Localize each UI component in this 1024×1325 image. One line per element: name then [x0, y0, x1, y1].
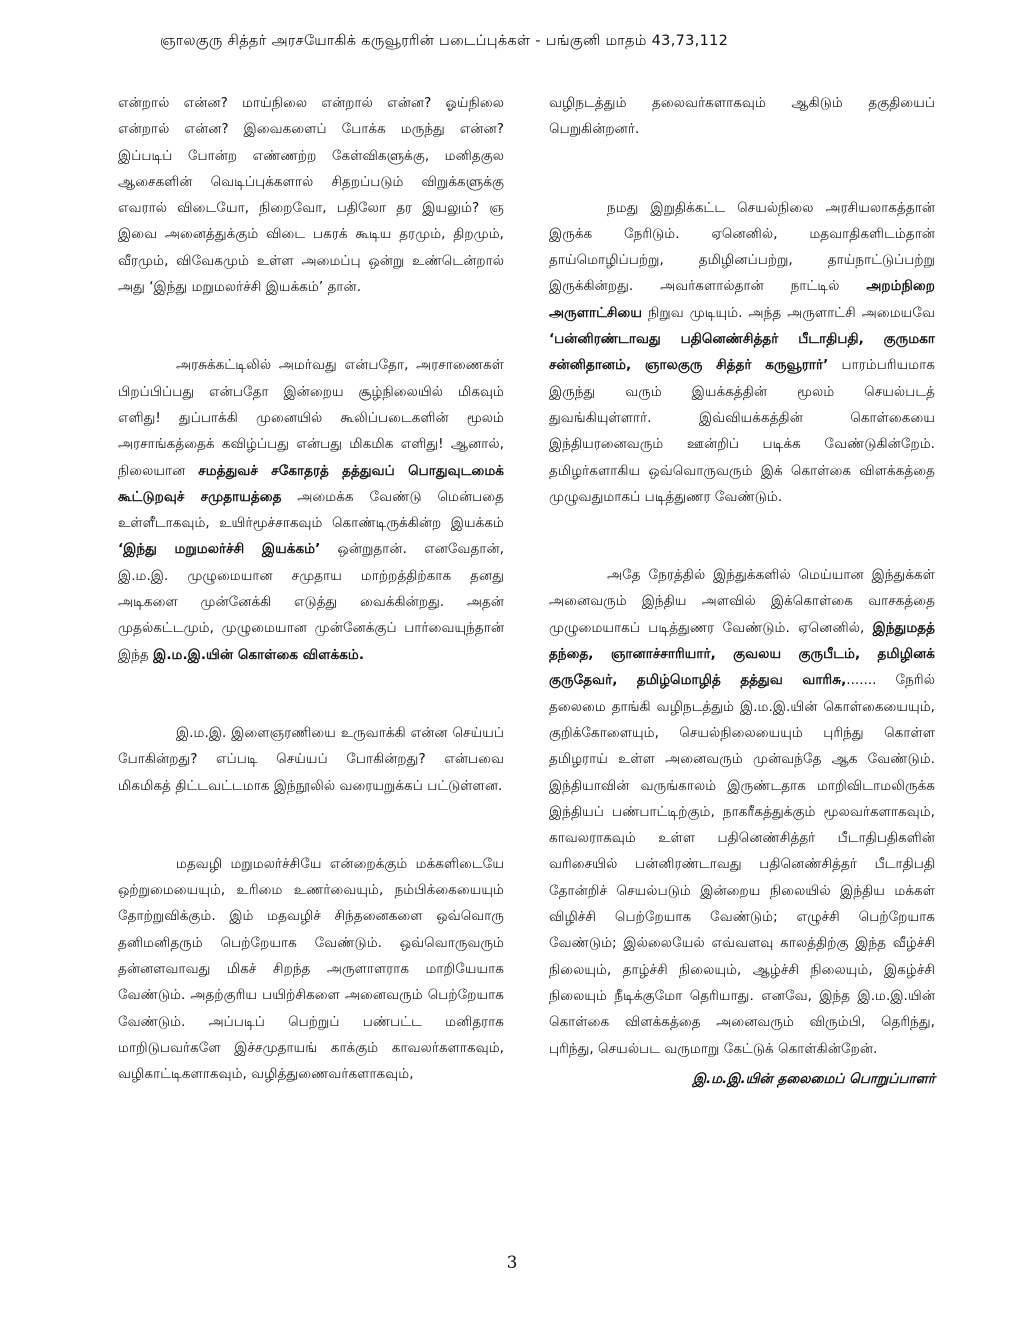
running-header: ஞாலகுரு சித்தர் அரசயோகிக் கருவூரரின் படைப்புக்கள் - பங்குனி மாதம் 43,73,112 [160, 33, 729, 49]
left-column [118, 90, 504, 1088]
paragraph [549, 562, 935, 1062]
bold-text: இ.ம.இ.யின் கொள்கை விளக்கம். [153, 646, 365, 663]
paragraph: என்றால் என்ன? மாய்நிலை என்றால் என்ன? ஓய்நிலை என்றால் என்ன? இவைகளைப் போக்க மருந்து என்ன? இப்படிப் போன்ற எண்ணற்ற கேள்விகளுக்கு, மனிதகுல ஆசைகளின் வெடிப்புக்களால் சிதறப்படும் விறுக்களுக்கு எவரால் விடையோ, நிறைவோ, பதிலோ தர இயலும்? ஞ இவை அனைத்துக்கும் விடை பகரக் கூடிய தரமும், திறமும், வீரமும், விவேகமும் உள்ள அமைப்பு ஒன்று உண்டென்றால் அது ‘இந்து மறுமலர்ச்சி இயக்கம்’ தான். [118, 95, 504, 296]
paragraph: இ.ம.இ. இளைஞரணியை உருவாக்கி என்ன செய்யப் போகின்றது? எப்படி செய்யப் போகின்றது? என்பவை மிகமிகத் திட்டவட்டமாக இந்நூலில் வரையறுக்கப் பட்டுள்ளன. [118, 724, 504, 794]
bold-text: சமத்துவச் சகோதரத் தத்துவப் பொதுவுடமைக் கூட்டுறவுச் சமுதாயத்தை [118, 462, 504, 505]
paragraph [549, 195, 935, 511]
bold-text: ‘பன்னிரண்டாவது பதினெண்சித்தர் பீடாதிபதி, குருமகா சன்னிதானம், ஞாலகுரு சித்தர் கருவூரார்’ [549, 331, 935, 374]
text-run: அமைக்க வேண்டு மென்பதை உள்ளீடாகவும், உயிர்மூச்சாகவும் கொண்டிருக்கின்ற இயக்கம் [118, 488, 504, 532]
bold-text: ‘இந்து மறுமலர்ச்சி இயக்கம்’ [118, 541, 321, 558]
paragraph [118, 352, 504, 668]
paragraph: மதவழி மறுமலர்ச்சியே என்றைக்கும் மக்களிடையே ஒற்றுமையையும், உரிமை உணர்வையும், நம்பிக்கையையும் தோற்றுவிக்கும். இம் மதவழிச் சிந்தனைகளை ஒவ்வொரு தனிமனிதரும் பெற்றேயாக வேண்டும். ஒவ்வொருவரும் தன்னளவாவது மிகச் சிறந்த அருளாளராக மாறியேயாக வேண்டும். அதற்குரிய பயிற்சிகளை அனைவரும் பெற்றேயாக வேண்டும். அப்படிப் பெற்றுப் பண்பட்ட மனிதராக மாறிடுபவர்களே இச்சமுதாயங் காக்கும் காவலர்களாகவும், வழிகாட்டிகளாகவும், வழித்துணைவர்களாகவும், [118, 855, 504, 1083]
text-run: ....... நேரில் தலைமை தாங்கி வழிநடத்தும் இ.ம.இ.யின் கொள்கையையும், குறிக்கோளையும், செயல்நிலையையும் புரிந்து கொள்ள தமிழராய் உள்ள அனைவரும் முன்வந்தே ஆக வேண்டும். இந்தியாவின் வருங்காலம் இருண்டதாக மாறிவிடாமலிருக்க இந்தியப் பண்பாட்டிற்கும், நாகரீகத்துக்கும் மூலவர்களாகவும், காவலராகவும் உள்ள பதினெண்சித்தர் பீடாதிபதிகளின் வரிசையில் பன்னிரண்டாவது பதினெண்சித்தர் பீடாதிபதி தோன்றிச் செயல்படும் இன்றைய நிலையில் இந்திய மக்கள் விழிச்சி பெற்றேயாக வேண்டும்; எழுச்சி பெற்றேயாக வேண்டும்; இல்லையேல் எவ்வளவு காலத்திற்கு இந்த வீழ்ச்சி நிலையும், தாழ்ச்சி நிலையும், ஆழ்ச்சி நிலையும், இகழ்ச்சி நிலையும் நீடிக்குமோ தெரியாது. எனவே, இந்த இ.ம.இ.யின் கொள்கை விளக்கத்தை அனைவரும் விரும்பி, தெரிந்து, புரிந்து, செயல்பட வருமாறு கேட்டுக் கொள்கின்றேன். [549, 672, 935, 1057]
paragraph: வழிநடத்தும் தலைவர்களாகவும் ஆகிடும் தகுதியைப் பெறுகின்றனர். [549, 95, 935, 138]
text-run: ஒன்றுதான். எனவேதான், இ.ம.இ. முழுமையான சமுதாய மாற்றத்திற்காக தனது அடிகளை முன்னேக்கி எடுத்து வைக்கின்றது. அதன் முதல்கட்டமும், முழுமையான முன்னேக்குப் பார்வையுந்தான் இந்த [118, 541, 504, 663]
right-column [549, 90, 935, 1144]
page-number: 3 [506, 1253, 518, 1273]
bold-text: அறம்நிறை அருளாட்சியை [549, 278, 935, 321]
text-run: அதே நேரத்தில் இந்துக்களில் மெய்யான இந்துக்கள் அனைவரும் இந்திய அளவில் இக்கொள்கை வாசகத்தை முழுமையாகப் படித்துணர வேண்டும். ஏனெனில், [549, 567, 935, 636]
text-run: பாரம்பரியமாக இருந்து வரும் இயக்கத்தின் மூலம் செயல்படத் துவங்கியுள்ளார். இவ்வியக்கத்தின் கொள்கையை இந்தியரனைவரும் ஊன்றிப் படிக்க வேண்டுகின்றேம். தமிழர்களாகிய ஒவ்வொருவரும் இக் கொள்கை விளக்கத்தை முழுவதுமாகப் படித்துணர வேண்டும். [549, 357, 935, 505]
bold-text: இந்துமதத் தந்தை, ஞானாச்சாரியார், குவலய குருபீடம், தமிழினக் குருதேவர், தமிழ்மொழித் தத்துவ வாரிசு, [549, 619, 935, 689]
text-run: நமது இறுதிக்கட்ட செயல்நிலை அரசியலாகத்தான் இருக்க நேரிடும். ஏனெனில், மதவாதிகளிடம்தான் தாய்மொழிப்பற்று, தமிழினப்பற்று, தாய்நாட்டுப்பற்று இருக்கின்றது. அவர்களால்தான் நாட்டில் [549, 199, 935, 295]
text-run: நிறுவ முடியும். அந்த அருளாட்சி அமையவே [642, 304, 935, 321]
text-run: அரசுக்கட்டிலில் அமர்வது என்பதோ, அரசாணைகள் பிறப்பிப்பது என்பதோ இன்றைய சூழ்நிலையில் மிகவும் எளிது! துப்பாக்கி முனையில் கூலிப்படைகளின் மூலம் அரசாங்கத்தைக் கவிழ்ப்பது என்பது மிகமிக எளிது! ஆனால், நிலையான [118, 357, 504, 479]
signature: இ.ம.இ.யின் தலைமைப் பொறுப்பாளர் [692, 1070, 935, 1087]
